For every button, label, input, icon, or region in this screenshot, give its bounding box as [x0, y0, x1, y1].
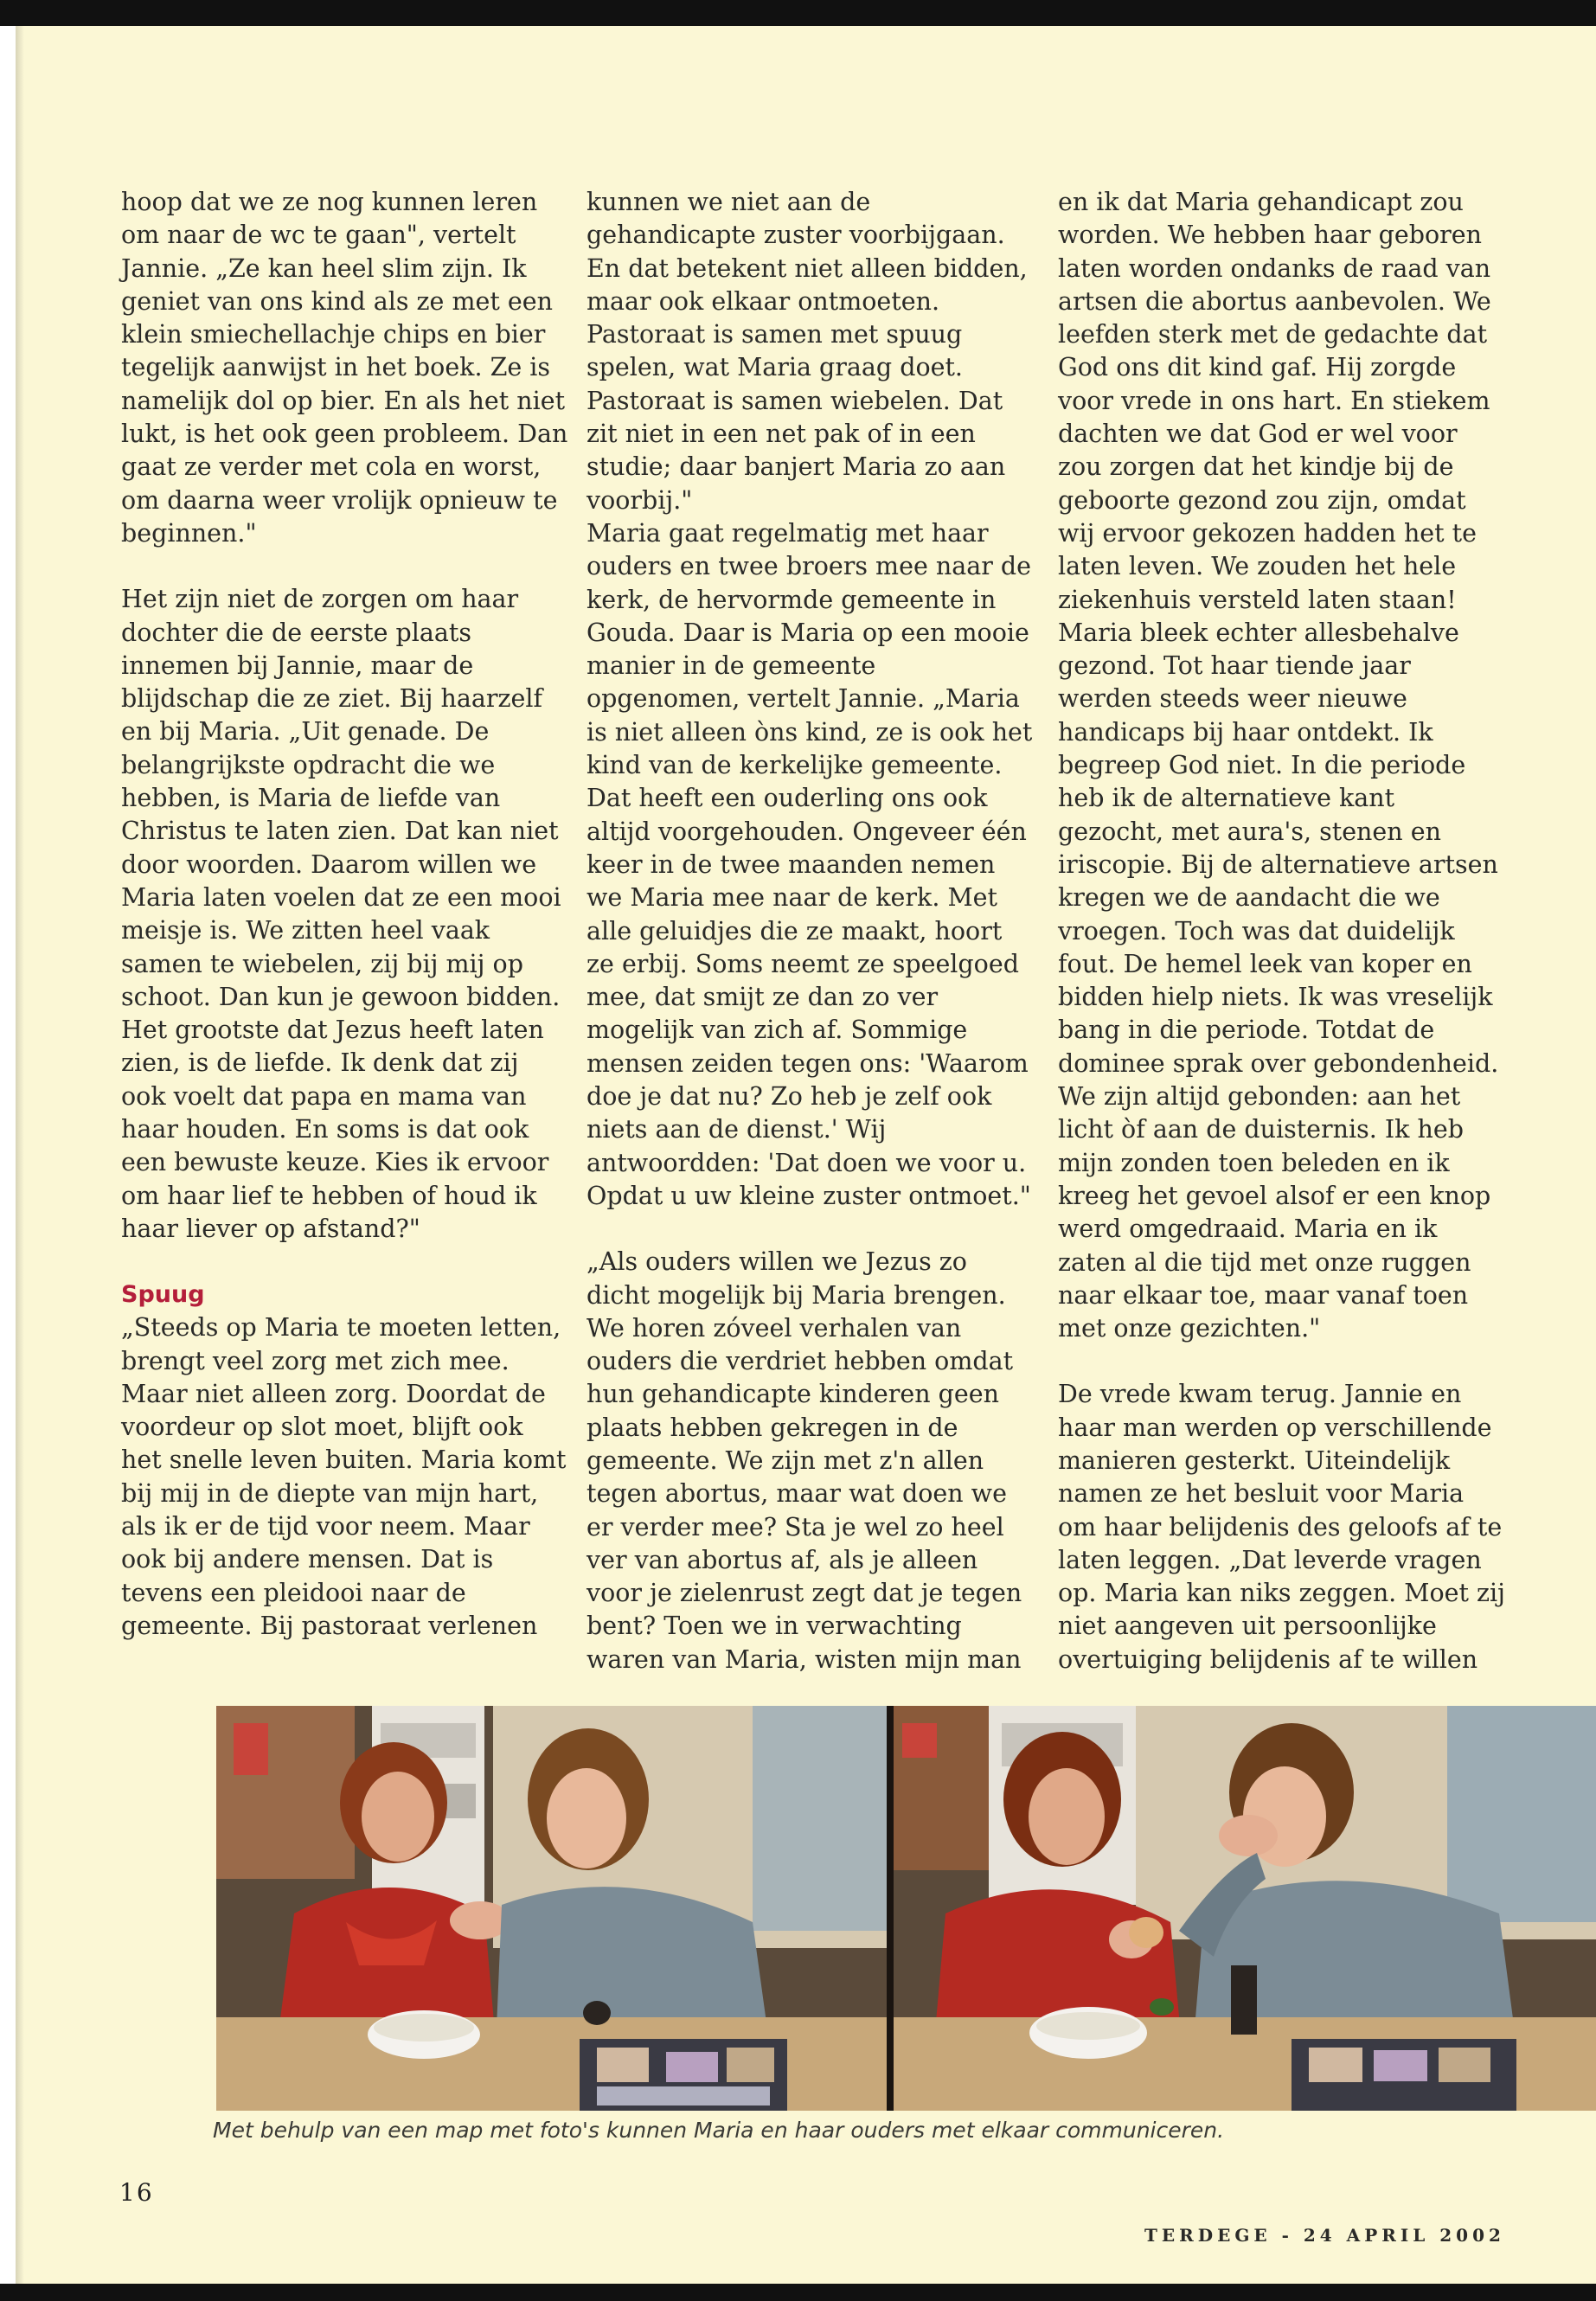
- page-gutter-shadow: [16, 26, 24, 2284]
- photo-illustration: [216, 1706, 887, 2111]
- article-column-3: [1058, 186, 1508, 1676]
- paragraph: kunnen we niet aan de gehandicapte zuster voorbijgaan. En dat betekent niet alleen bidden, maar ook elkaar ontmoeten. Pastoraat is samen met spuug spelen, wat Maria graag doet. Pastoraat is samen wiebelen. Dat zit niet in een net pak of in een studie; daar banjert Maria zo aan voorbij." Maria gaat regelmatig met haar ouders en twee broers mee naar de kerk, de hervormde gemeente in Gouda. Daar is Maria op een mooie manier in de gemeente opgenomen, vertelt Jannie. „Maria is niet alleen òns kind, ze is ook het kind van de kerkelijke gemeente. Dat heeft een ouderling ons ook altijd voorgehouden. Ongeveer één keer in de twee maanden nemen we Maria mee naar de kerk. Met alle geluidjes die ze maakt, hoort ze erbij. Soms neemt ze speelgoed mee, dat smijt ze dan zo ver mogelijk van zich af. Sommige mensen zeiden tegen ons: 'Waarom doe je dat nu? Zo heb je zelf ook niets aan de dienst.' Wij antwoordden: 'Dat doen we voor u. Opdat u uw kleine zuster ontmoet.": [586, 188, 1033, 1210]
- photo-mother-and-daughter-pointing: [216, 1706, 887, 2111]
- paragraph: Het zijn niet de zorgen om haar dochter die de eerste plaats innemen bij Jannie, maar de blijdschap die ze ziet. Bij haarzelf en bij Maria. „Uit genade. De belangrijkste opdracht die we hebben, is Maria de liefde van Christus te laten zien. Dat kan niet door woorden. Daarom willen we Maria laten voelen dat ze een mooi meisje is. We zitten heel vaak samen te wiebelen, zij bij mij op schoot. Dan kun je gewoon bidden. Het grootste dat Jezus heeft laten zien, is de liefde. Ik denk dat zij ook voelt dat papa en mama van haar houden. En soms is dat ook een bewuste keuze. Kies ik ervoor om haar lief te hebben of houd ik haar liever op afstand?": [121, 585, 561, 1243]
- photo-illustration: [894, 1706, 1596, 2111]
- paragraph: „Als ouders willen we Jezus zo dicht mogelijk bij Maria brengen. We horen zóveel verhalen van ouders die verdriet hebben omdat hun gehandicapte kinderen geen plaats hebben gekregen in de gemeente. We zijn met z'n allen tegen abortus, maar wat doen we er verder mee? Sta je wel zo heel ver van abortus af, als je alleen voor je zielenrust zegt dat je tegen bent? Toen we in verwachting waren van Maria, wisten mijn man: [586, 1247, 1022, 1674]
- photo-mother-and-daughter-at-table: [894, 1706, 1596, 2111]
- paragraph: De vrede kwam terug. Jannie en haar man werden op verschillende manieren gesterkt. Uiteindelijk namen ze het besluit voor Maria om haar belijdenis des geloofs af te laten leggen. „Dat leverde vragen op. Maria kan niks zeggen. Moet zij niet aangeven uit persoonlijke overtuiging belijdenis af te willen: [1058, 1380, 1505, 1674]
- scan-edge-bottom: [0, 2284, 1596, 2301]
- article-column-2: [586, 186, 1036, 1676]
- publication-footer: TERDEGE - 24 APRIL 2002: [1144, 2225, 1505, 2246]
- scan-edge-top: [0, 0, 1596, 26]
- magazine-page: [16, 26, 1596, 2284]
- page-number: 16: [119, 2178, 154, 2207]
- photo-caption: Met behulp van een map met foto's kunnen Maria en haar ouders met elkaar communiceren.: [213, 2118, 1225, 2143]
- paragraph: „Steeds op Maria te moeten letten, brengt veel zorg met zich mee. Maar niet alleen zorg. Doordat de voordeur op slot moet, blijft ook het snelle leven buiten. Maria komt bij mij in de diepte van mijn hart, als ik er de tijd voor neem. Maar ook bij andere mensen. Dat is tevens een pleidooi naar de gemeente. Bij pastoraat verlenen: [121, 1313, 567, 1640]
- photo-strip: [216, 1706, 1596, 2111]
- section-heading-spuug: Spuug: [121, 1281, 205, 1309]
- paragraph: hoop dat we ze nog kunnen leren om naar de wc te gaan", vertelt Jannie. „Ze kan heel slim zijn. Ik geniet van ons kind als ze met een klein smiechellachje chips en bier tegelijk aanwijst in het boek. Ze is namelijk dol op bier. En als het niet lukt, is het ook geen probleem. Dan gaat ze verder met cola en worst, om daarna weer vrolijk opnieuw te beginnen.": [121, 188, 568, 548]
- article-column-1: [121, 186, 571, 1643]
- paragraph: en ik dat Maria gehandicapt zou worden. We hebben haar geboren laten worden ondanks de raad van artsen die abortus aanbevolen. We leefden sterk met de gedachte dat God ons dit kind gaf. Hij zorgde voor vrede in ons hart. En stiekem dachten we dat God er wel voor zou zorgen dat het kindje bij de geboorte gezond zou zijn, omdat wij ervoor gekozen hadden het te laten leven. We zouden het hele ziekenhuis versteld laten staan! Maria bleek echter allesbehalve gezond. Tot haar tiende jaar werden steeds weer nieuwe handicaps bij haar ontdekt. Ik begreep God niet. In die periode heb ik de alternatieve kant gezocht, met aura's, stenen en iriscopie. Bij de alternatieve artsen kregen we de aandacht die we vroegen. Toch was dat duidelijk fout. De hemel leek van koper en bidden hielp niets. Ik was vreselijk bang in die periode. Totdat de dominee sprak over gebondenheid. We zijn altijd gebonden: aan het licht òf aan de duisternis. Ik heb mijn zonden toen beleden en ik kreeg het gevoel alsof er een knop werd omgedraaid. Maria en ik zaten al die tijd met onze ruggen naar elkaar toe, maar vanaf toen met onze gezichten.": [1058, 188, 1499, 1343]
